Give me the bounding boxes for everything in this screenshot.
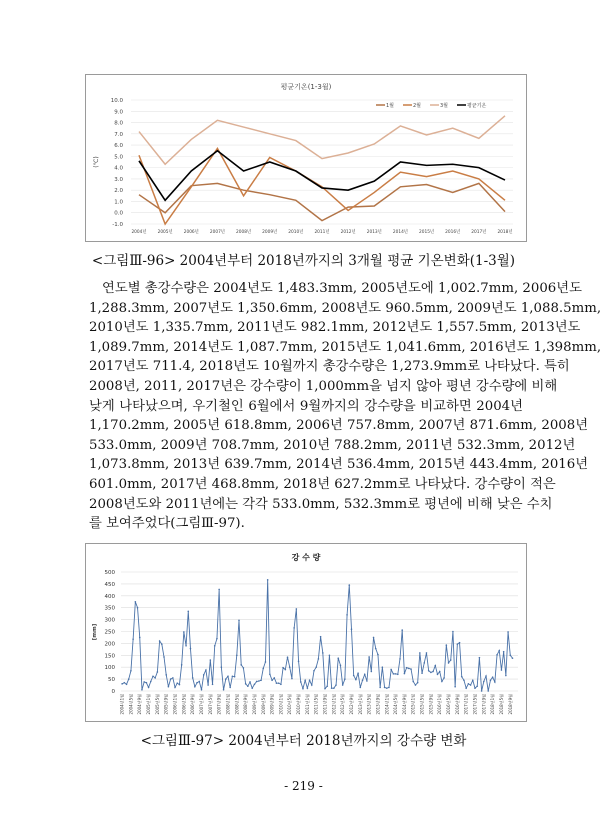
data-point [401,629,403,631]
data-point [452,631,454,633]
data-point [368,656,370,658]
x-tick-label: 2010년5월 [287,694,293,715]
x-tick-label: 2016년9월 [454,694,460,715]
data-point [196,682,198,684]
legend-label: 1월 [386,103,395,109]
data-point [397,674,399,676]
data-point [258,680,260,682]
data-point [154,677,156,679]
y-tick-label: 4.0 [114,165,123,172]
data-point [487,690,489,692]
data-point [393,673,395,675]
data-point [238,620,240,622]
x-tick-label: 2007년1월 [199,694,205,715]
x-tick-label: 2018년5월 [498,694,504,715]
x-tick-label: 2009년5월 [260,694,266,715]
data-point [152,675,154,677]
data-point [360,687,362,689]
data-point [410,668,412,670]
x-tick-label: 2008년9월 [243,694,249,715]
data-point [371,671,373,673]
data-point [143,681,145,683]
data-point [439,671,441,673]
data-point [366,680,368,682]
data-point [355,679,357,681]
data-point [221,666,223,668]
data-point [265,661,267,663]
data-point [505,675,507,677]
data-point [203,674,205,676]
data-point [135,601,137,603]
x-tick-label: 2009년1월 [251,694,257,715]
data-point [304,679,306,681]
x-tick-label: 2011년5월 [313,694,319,715]
data-point [474,687,476,689]
data-point [137,607,139,609]
series-line-1 [139,183,505,220]
data-point [348,584,350,586]
figure-96-caption: <그림Ⅲ-96> 2004년부터 2018년까지의 3개월 평균 기온변화(1-3월) [91,253,516,269]
data-point [157,671,159,673]
y-tick-label: 0.0 [114,210,123,217]
data-point [472,679,474,681]
data-point [205,669,207,671]
x-tick-label: 2006년9월 [190,694,196,715]
data-point [232,675,234,677]
data-point [168,686,170,688]
data-point [181,664,183,666]
data-point [498,650,500,652]
data-point [446,644,448,646]
data-point [240,664,242,666]
data-point [218,589,220,591]
data-point [379,687,381,689]
x-tick-label: 2008년1월 [225,694,231,715]
x-tick-label: 2017년9월 [481,694,487,715]
x-tick-label: 2007년5월 [207,694,213,715]
data-point [234,676,236,678]
data-point [329,655,331,657]
data-point [390,669,392,671]
x-tick-label: 2006년 [183,230,199,235]
data-point [423,662,425,664]
data-point [227,675,229,677]
data-point [223,689,225,691]
data-point [437,674,439,676]
data-point [276,682,278,684]
y-axis-label: [mm] [92,623,98,641]
data-point [254,684,256,686]
x-tick-label: 2012년5월 [340,694,346,715]
data-point [479,657,481,659]
paragraph-line: 1,089.7mm, 2014년도 1,087.7mm, 2015년도 1,041.6mm, 2016년도 1,398mm, [89,339,602,355]
data-point [159,640,161,642]
data-point [501,669,503,671]
data-point [214,645,216,647]
data-point [273,677,275,679]
x-tick-label: 2004년5월 [128,694,134,715]
data-point [293,627,295,629]
data-point [313,670,315,672]
data-point [375,648,377,650]
data-point [421,672,423,674]
paragraph-line: 를 보여주었다(그림Ⅲ-97). [89,516,245,532]
figure-97-caption: <그림Ⅲ-97> 2004년부터 2018년까지의 강수량 변화 [140,733,467,749]
y-tick-label: 200 [104,641,115,648]
data-point [148,687,150,689]
data-point [236,655,238,657]
data-point [124,682,126,684]
data-point [296,608,298,610]
data-point [170,678,172,680]
data-point [503,651,505,653]
data-point [335,684,337,686]
paragraph-line: 533.0mm, 2009년 708.7mm, 2010년 788.2mm, 2011년 532.3mm, 2012년 [89,437,576,453]
data-point [450,659,452,661]
y-tick-label: 300 [104,617,115,624]
x-tick-label: 2010년9월 [296,694,302,715]
data-point [496,654,498,656]
paragraph-line: 2010년도 1,335.7mm, 2011년도 982.1mm, 2012년도 1,557.5mm, 2013년도 [89,320,581,336]
y-tick-label: 450 [104,581,115,588]
x-tick-label: 2007년9월 [216,694,222,715]
data-point [492,676,494,678]
data-point [165,674,167,676]
data-point [287,656,289,658]
data-point [377,654,379,656]
x-tick-label: 2011년 [314,230,330,235]
body-paragraph [89,279,602,534]
x-tick-label: 2015년5월 [419,694,425,715]
y-tick-label: 6.0 [114,143,123,150]
data-point [415,684,417,686]
x-tick-label: 2004년9월 [137,694,143,715]
x-tick-label: 2018년1월 [490,694,496,715]
data-point [483,681,485,683]
data-point [344,678,346,680]
precipitation-chart [85,543,527,722]
data-point [448,662,450,664]
data-point [430,672,432,674]
x-tick-label: 2016년 [445,230,461,235]
data-point [432,671,434,673]
series-line-3 [139,116,505,164]
paragraph-line: 1,073.8mm, 2013년 639.7mm, 2014년 536.4mm, 2015년 443.4mm, 2016년 [89,457,589,473]
data-point [267,579,269,581]
data-point [256,681,258,683]
data-point [132,638,134,640]
data-point [311,684,313,686]
data-point [121,683,123,685]
x-tick-label: 2016년1월 [437,694,443,715]
data-point [386,687,388,689]
data-point [428,670,430,672]
legend-label: 2월 [413,103,422,109]
data-point [509,655,511,657]
data-point [465,687,467,689]
data-point [412,681,414,683]
y-tick-label: 3.0 [114,176,123,183]
data-point [399,658,401,660]
paragraph-line: 1,170.2mm, 2005년 618.8mm, 2006년 757.8mm, 2007년 871.6mm, 2008년 [89,418,589,434]
data-point [262,668,264,670]
paragraph-line: 2008년도와 2011년에는 각각 533.0mm, 532.3mm로 평년에 비해 낮은 수치 [89,496,553,512]
data-point [476,685,478,687]
data-point [337,657,339,659]
y-tick-label: 9.0 [114,109,123,116]
data-point [463,679,465,681]
data-point [454,686,456,688]
data-point [441,681,443,683]
x-tick-label: 2015년9월 [428,694,434,715]
data-point [342,684,344,686]
data-point [282,667,284,669]
data-point [459,642,461,644]
paragraph-line: 1,288.3mm, 2007년도 1,350.6mm, 2008년도 960.5mm, 2009년도 1,088.5mm, [89,300,602,316]
temperature-chart [85,74,527,242]
y-tick-label: 2.0 [114,188,123,195]
x-tick-label: 2006년1월 [172,694,178,715]
data-point [185,645,187,647]
data-point [481,690,483,692]
data-point [190,648,192,650]
data-point [512,657,514,659]
y-axis-label: (℃) [93,156,100,168]
legend-label: 3월 [440,103,449,109]
data-point [161,643,163,645]
data-point [494,681,496,683]
x-tick-label: 2012년9월 [348,694,354,715]
y-tick-label: 250 [104,629,115,636]
data-point [289,666,291,668]
x-tick-label: 2007년 [209,230,225,235]
paragraph-line: 2017년도 711.4, 2018년도 10월까지 총강수량은 1,273.9mm로 나타났다. 특히 [89,359,570,375]
x-tick-label: 2013년9월 [375,694,381,715]
data-point [146,682,148,684]
data-point [179,684,181,686]
y-tick-label: 400 [104,593,115,600]
paragraph-line: 601.0mm, 2017년 468.8mm, 2018년 627.2mm로 나타났다. 강수량이 적은 [89,476,556,492]
chart-title: 평균기온(1-3월) [280,83,332,91]
precipitation-line [122,580,512,691]
data-point [269,674,271,676]
data-point [490,679,492,681]
data-point [333,687,335,689]
x-tick-label: 2012년 [340,230,356,235]
data-point [331,687,333,689]
data-point [468,683,470,685]
x-tick-label: 2015년 [419,230,435,235]
data-point [278,682,280,684]
data-point [340,664,342,666]
data-point [406,667,408,669]
x-tick-label: 2018년 [497,230,513,235]
data-point [322,652,324,654]
data-point [470,684,472,686]
y-tick-label: 350 [104,605,115,612]
data-point [419,652,421,654]
data-point [201,689,203,691]
data-point [130,670,132,672]
x-tick-label: 2011년9월 [322,694,328,715]
data-point [408,668,410,670]
x-tick-label: 2006년5월 [181,694,187,715]
legend-label: 평균기온 [467,103,487,109]
precipitation-chart-svg [86,544,526,721]
data-point [229,687,231,689]
data-point [271,679,273,681]
data-point [126,684,128,686]
data-point [307,687,309,689]
data-point [346,614,348,616]
data-point [245,683,247,685]
y-tick-label: 8.0 [114,120,123,127]
data-point [198,681,200,683]
x-tick-label: 2017년 [471,230,487,235]
y-tick-label: 1.0 [114,199,123,206]
data-point [457,643,459,645]
data-point [280,684,282,686]
data-point [461,676,463,678]
data-point [351,628,353,630]
x-tick-label: 2014년5월 [393,694,399,715]
data-point [139,637,141,639]
y-tick-label: 0 [111,689,115,695]
data-point [260,679,262,681]
data-point [150,681,152,683]
temperature-chart-svg [86,75,526,241]
data-point [443,677,445,679]
data-point [404,673,406,675]
y-tick-label: 7.0 [114,131,123,138]
x-tick-label: 2004년 [131,230,147,235]
data-point [353,675,355,677]
data-point [384,687,386,689]
data-point [216,638,218,640]
data-point [320,636,322,638]
x-tick-label: 2010년1월 [278,694,284,715]
data-point [194,686,196,688]
x-tick-label: 2005년1월 [146,694,152,715]
data-point [485,675,487,677]
x-tick-label: 2008년 [236,230,252,235]
data-point [207,684,209,686]
x-tick-label: 2013년5월 [366,694,372,715]
data-point [176,682,178,684]
data-point [243,667,245,669]
x-tick-label: 2013년1월 [357,694,363,715]
x-tick-label: 2017년1월 [463,694,469,715]
data-point [318,658,320,660]
x-tick-label: 2018년9월 [507,694,513,715]
x-tick-label: 2014년1월 [384,694,390,715]
data-point [128,678,130,680]
y-tick-label: 10.0 [110,98,123,104]
data-point [285,669,287,671]
y-tick-label: -1.0 [112,222,123,228]
x-tick-label: 2017년5월 [472,694,478,715]
y-tick-label: 50 [108,677,115,684]
data-point [507,631,509,633]
data-point [357,672,359,674]
data-point [300,681,302,683]
data-point [426,652,428,654]
x-tick-label: 2011년1월 [304,694,310,715]
x-tick-label: 2014년9월 [401,694,407,715]
data-point [249,681,251,683]
data-point [324,688,326,690]
x-tick-label: 2005년9월 [163,694,169,715]
data-point [251,687,253,689]
x-tick-label: 2014년 [392,230,408,235]
data-point [373,637,375,639]
paragraph-line: 2008년, 2011, 2017년은 강수량이 1,000mm을 넘지 않아 평년 강수량에 비해 [89,378,558,394]
page-number: - 219 - [284,779,323,793]
data-point [382,666,384,668]
data-point [141,689,143,691]
x-tick-label: 2012년1월 [331,694,337,715]
y-tick-label: 5.0 [114,154,123,161]
x-tick-label: 2008년5월 [234,694,240,715]
data-point [174,687,176,689]
data-point [225,678,227,680]
data-point [192,677,194,679]
x-tick-label: 2005년5월 [154,694,160,715]
data-point [302,688,304,690]
paragraph-line: 낮게 나타났으며, 우기철인 6월에서 9월까지의 강수량을 비교하면 2004년 [89,398,523,414]
data-point [187,610,189,612]
y-tick-label: 150 [104,653,115,660]
x-tick-label: 2013년 [366,230,382,235]
x-tick-label: 2009년 [262,230,278,235]
x-tick-label: 2016년5월 [446,694,452,715]
data-point [434,665,436,667]
data-point [326,685,328,687]
data-point [362,679,364,681]
x-tick-label: 2010년 [288,230,304,235]
data-point [172,677,174,679]
data-point [212,684,214,686]
data-point [247,685,249,687]
paragraph-line: 연도별 총강수량은 2004년도 1,483.3mm, 2005년도에 1,002.7mm, 2006년도 [102,281,582,296]
data-point [183,631,185,633]
data-point [210,659,212,661]
x-tick-label: 2009년9월 [269,694,275,715]
x-tick-label: 2015년1월 [410,694,416,715]
data-point [388,687,390,689]
data-point [364,674,366,676]
y-tick-label: 500 [104,570,115,576]
chart-title: 강 수 량 [291,553,321,562]
x-tick-label: 2005년 [157,230,173,235]
x-tick-label: 2004년1월 [119,694,125,715]
data-point [315,666,317,668]
data-point [395,673,397,675]
y-tick-label: 100 [104,665,115,672]
data-point [163,656,165,658]
data-point [298,660,300,662]
data-point [309,679,311,681]
data-point [417,682,419,684]
data-point [291,678,293,680]
